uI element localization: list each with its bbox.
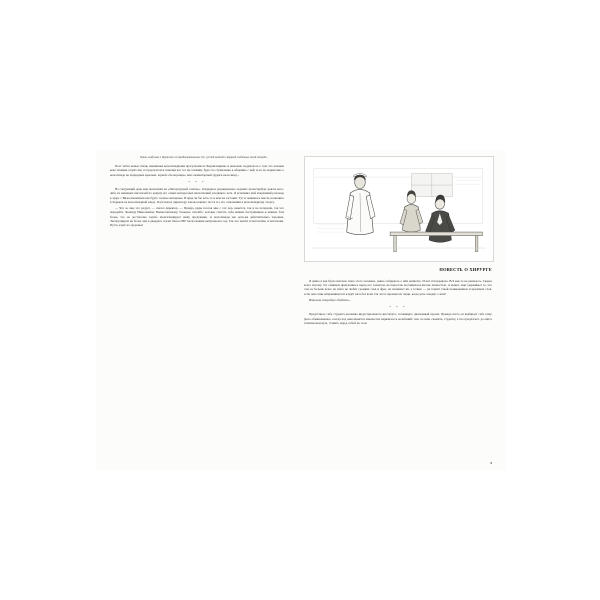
stars-divider-icon: * * *	[389, 305, 407, 310]
paragraph: Представьте себе студента-заочника индустриального института, готовящего дипломный проект. Прежде всего он выбирает себе тему. Дело обыкновенное, всегда под ним является множество вариантов и колебаний: тем, по ним, скажите, студенту, а кто предлагает, да ещё в техническом вузе, ставить перед собой на этом	[304, 312, 492, 325]
page-number: 5	[490, 461, 492, 465]
paragraph: На следующий день мне позволили на «Литературной газетке». Очередное редакционное задание: пропетербург-ровать кого-либо из книжных писателей по кануну его самых интересных впечатлений уходящего лета. Я вспомнил мой вчерашний разговор в здаре с Вячеславовичем как будто готовое интервью. И вряд ли бы чего-то и нем же заставит. Тут и появилась мысль позвонить в Харьков на велосипедный завод. Я рассказал директору ханова нашего поэта и о его отношении к велосипедному спорту.	[110, 186, 284, 204]
left-page	[96, 150, 294, 470]
paragraph: Поэт читал новые стихи, навеянные велосипедными прогулками по Черниговщине, и невольно подумалось о том, что человек века техники отдаёт как от пророгатом и помощи все тот же техники, будь это стремление к общению с ней, и он по-хорватские о велосипеде на подводных крыльях, юрной «За-порожце» или элементарный трудяга-велосипед...	[110, 163, 284, 177]
paragraph: Я давно я как будто неплохо знаю этого человека, давно собираюсь о нём написать. И всё откладывало. Всё как-то не решалось. Скорее всего потому, что слишком преклоняюсь перед его талантом, не перестаю восхищаться им как личностью. А может, ещё сдерживает то, что сам он больше всего на свете не любит громких слов и фраз, не понимает их, а точнее — не терпит такой возвышенных и красивых слов, если они сами напрашиваются и идёт ни в бел всем так часто произносят люди, когда речь заходит о нём?	[304, 278, 492, 296]
right-page	[294, 150, 506, 470]
paragraph: Впрочем, попробую обойтись...	[309, 297, 352, 302]
section-title: ПОВЕСТЬ О ХИРУРГЕ	[439, 267, 492, 272]
doctor-and-patients-illustration	[304, 156, 494, 262]
book-spread	[96, 150, 506, 470]
stars-divider-icon: * * *	[188, 179, 206, 184]
paragraph-dialog: — Что ж, мне это радует, — сказал директор. — Правда, ряды поэтов мне с тех пор, кажется, так и не попадали, так что передайте Леониду Николаевичу Вышеславскому, большое спасибо: человек считать себя нашим послушником и нашим. Тем более, что он достаточно горячо пропагандирует нашу продукцию. А велосипеды мы дела-ем действительно хорошие. Экспортируем их более чем в двадцать стран! Около 800 тысяч машин выпускаем в год. Так что хватит и писателям, и читателям. Пусть ездят на здоровье!	[110, 206, 284, 228]
epigraph-text: Трава, воздушна в Чернигове из праздношатающих сёл, густой зелёной и мерцкой съеденных лицей поперёк...	[140, 156, 269, 159]
